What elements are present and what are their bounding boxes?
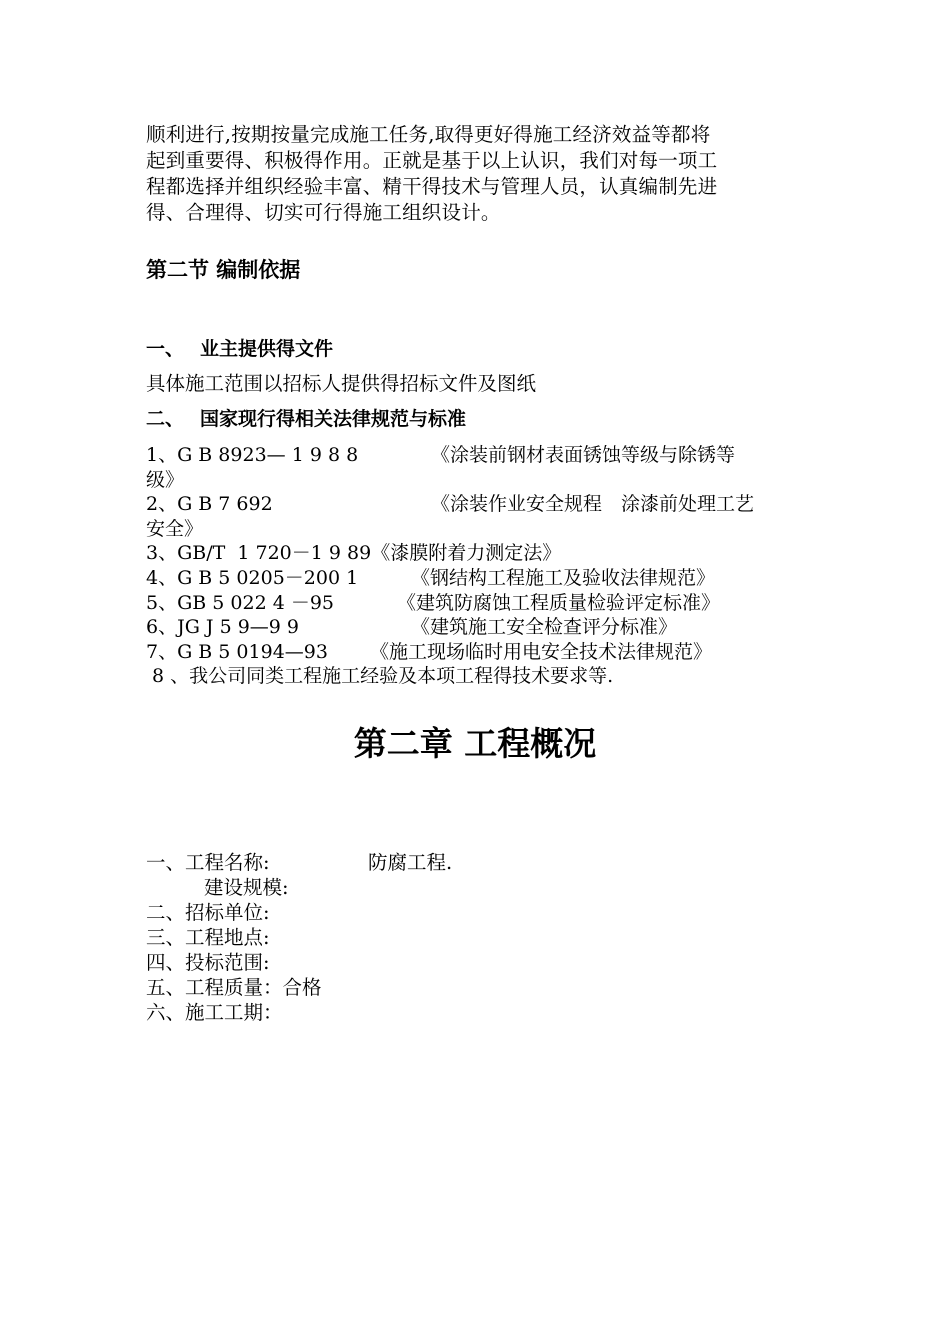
standard-code: 5、GB 5 022 4 －95 [146, 591, 335, 614]
project-name-value: 防腐工程. [368, 851, 453, 874]
intro-line: 得、合理得、切实可行得施工组织设计。 [146, 201, 501, 224]
intro-line: 起到重要得、积极得作用。正就是基于以上认识，我们对每一项工 [146, 149, 718, 172]
overview-item-quality [146, 975, 452, 1000]
standard-item [146, 591, 810, 616]
standard-code: 4、G B 5 0205－200 1 [146, 566, 359, 589]
bidder-label: 二、招标单位: [146, 901, 270, 924]
standard-name: 《漆膜附着力测定法》 [371, 542, 562, 565]
overview-item-project-name [146, 850, 452, 875]
standard-item [146, 492, 810, 541]
intro-paragraph [146, 122, 808, 226]
owner-documents-body: 具体施工范围以招标人提供得招标文件及图纸 [146, 372, 537, 395]
standard-name: 《钢结构工程施工及验收法律规范》 [411, 566, 716, 589]
standard-name-continued: 安全》 [146, 517, 204, 540]
subheading-text: 业主提供得文件 [200, 338, 334, 360]
project-name-label: 一、工程名称: [146, 851, 270, 874]
overview-item-scale [146, 875, 452, 900]
standard-item [146, 664, 810, 689]
standard-code: 8 、我公司同类工程施工经验及本项工程得技术要求等. [146, 665, 614, 688]
standard-name: 《涂装作业安全规程 涂漆前处理工艺 [431, 493, 755, 516]
standard-name: 《施工现场临时用电安全技术法律规范》 [370, 640, 713, 663]
project-overview-list [146, 850, 452, 1025]
subheading-number: 一、 [146, 338, 185, 360]
intro-line: 顺利进行,按期按量完成施工任务,取得更好得施工经济效益等都将 [146, 123, 711, 146]
scale-label: 建设规模: [204, 876, 289, 899]
standard-name: 《建筑防腐蚀工程质量检验评定标准》 [397, 591, 721, 614]
duration-label: 六、施工工期： [146, 1001, 283, 1024]
standard-item [146, 640, 810, 665]
standard-item [146, 615, 810, 640]
standard-name-continued: 级》 [146, 468, 185, 491]
standard-item [146, 541, 810, 566]
standard-item [146, 566, 810, 591]
scope-label: 四、投标范围: [146, 951, 270, 974]
overview-item-bidder [146, 900, 452, 925]
overview-item-scope [146, 950, 452, 975]
subheading-national-standards [146, 406, 466, 432]
standard-code: 3、GB/T 1 720－1 9 89 [146, 542, 372, 565]
chapter-title: 第二章 工程概况 [353, 724, 597, 763]
subheading-number: 二、 [146, 408, 185, 430]
standard-code: 1、G B 8923— 1 9 8 8 [146, 444, 359, 466]
intro-line: 程都选择并组织经验丰富、精干得技术与管理人员，认真编制先进 [146, 175, 718, 198]
standard-name: 《涂装前钢材表面锈蚀等级与除锈等 [431, 444, 736, 466]
standard-code: 6、JG J 5 9—9 9 [146, 616, 300, 639]
location-label: 三、工程地点: [146, 926, 270, 949]
standard-code: 7、G B 5 0194—93 [146, 640, 328, 663]
standard-name: 《建筑施工安全检查评分标准》 [411, 616, 678, 639]
subheading-text: 国家现行得相关法律规范与标准 [200, 408, 467, 430]
overview-item-location [146, 925, 452, 950]
standard-code: 2、G B 7 692 [146, 493, 273, 516]
standards-list [146, 443, 810, 689]
section-title: 第二节 编制依据 [146, 258, 301, 282]
subheading-owner-documents [146, 336, 333, 362]
overview-item-duration [146, 1000, 452, 1025]
standard-item [146, 443, 810, 492]
quality-value: 合格 [282, 976, 322, 999]
quality-label: 五、工程质量： [146, 976, 283, 999]
